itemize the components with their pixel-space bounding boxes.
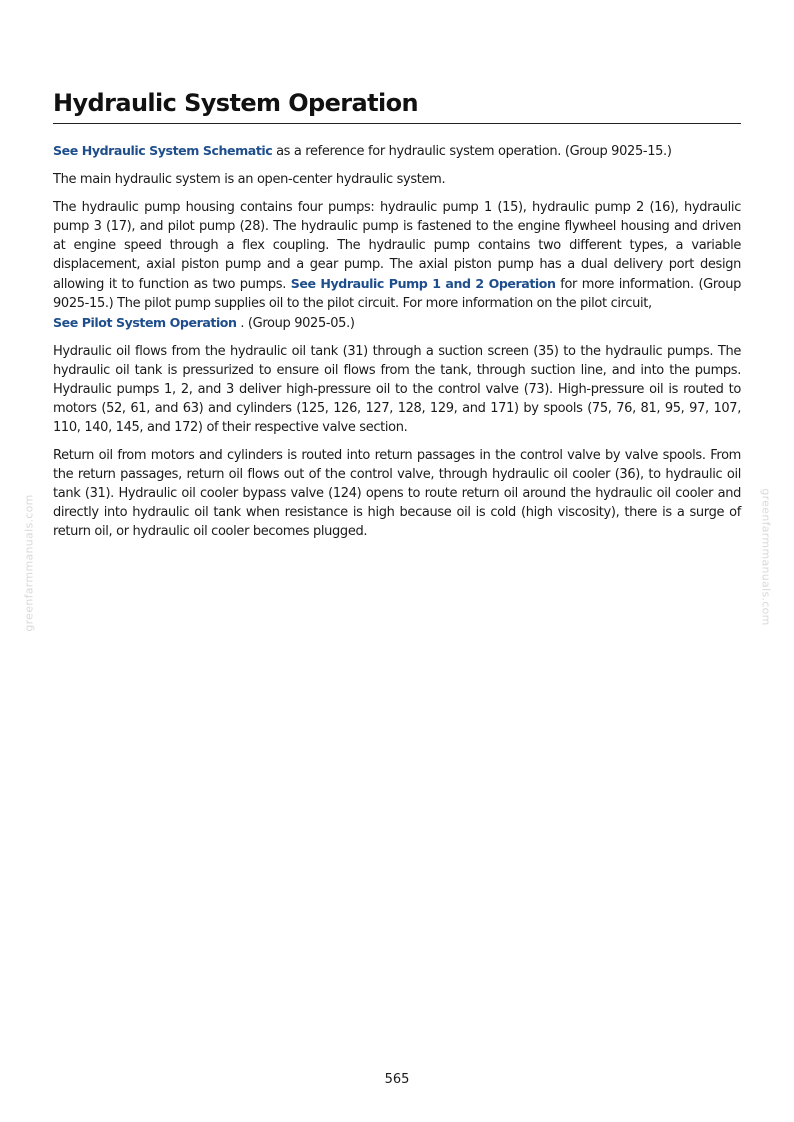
paragraph-text: for more information. (Group 9025-15.) The pilot pump supplies oil to the pilot circuit. For more information on the pilot circuit, [53,277,742,311]
paragraph-return-oil [53,446,741,541]
paragraph-text: . (Group 9025-05.) [236,316,355,331]
paragraph-reference [53,141,741,161]
paragraph-text: Hydraulic oil flows from the hydraulic oil tank (31) through a suction screen (35) to the hydraulic pumps. The hydraulic oil tank is pressurized to ensure oil flows from the tank, through suction line, and into the pumps. Hydraulic pumps 1, 2, and 3 deliver high-pressure oil to the control valve (73). High-pressure oil is routed to motors (52, 61, and 63) and cylinders (125, 126, 127, 128, 129, and 171) by spools (75, 76, 81, 95, 97, 107, 110, 140, 145, and 172) of their respective valve section. [53,344,741,435]
title-divider [53,123,741,124]
watermark-right: greenfarmmanuals.com [759,488,773,626]
paragraph-pump-housing [53,198,741,333]
paragraph-text: as a reference for hydraulic system operation. (Group 9025-15.) [272,144,672,159]
document-body [53,141,741,550]
paragraph-text: The main hydraulic system is an open-center hydraulic system. [53,172,446,187]
paragraph-text: Return oil from motors and cylinders is routed into return passages in the control valve by valve spools. From the return passages, return oil flows out of the control valve, through hydraulic oil cooler (36), to hydraulic oil tank (31). Hydraulic oil cooler bypass valve (124) opens to route return oil around the hydraulic oil cooler and directly into hydraulic oil tank when resistance is high because oil is cold (high viscosity), there is a surge of return oil, or hydraulic oil cooler becomes plugged. [53,448,741,539]
paragraph-oil-flow [53,342,741,437]
watermark-left: greenfarmmanuals.com [22,494,36,632]
link-pilot-system-operation[interactable]: See Pilot System Operation [53,315,237,330]
link-hydraulic-system-schematic[interactable]: See Hydraulic System Schematic [53,143,273,158]
link-hydraulic-pump-1-and-2-operation[interactable]: See Hydraulic Pump 1 and 2 Operation [290,276,556,291]
page-title: Hydraulic System Operation [53,89,418,117]
page-number: 565 [384,1072,410,1087]
paragraph-text: The hydraulic pump housing contains four pumps: hydraulic pump 1 (15), hydraulic pump 2 (16), hydraulic pump 3 (17), and pilot pump (28). The hydraulic pump is fastened to the engine flywheel housing and driven at engine speed through a flex coupling. The hydraulic pump contains two different types, a variable displacement, axial piston pump and a gear pump. The axial piston pump has a dual delivery port design allowing it to function as two pumps. [53,200,741,292]
paragraph-open-center [53,170,741,189]
